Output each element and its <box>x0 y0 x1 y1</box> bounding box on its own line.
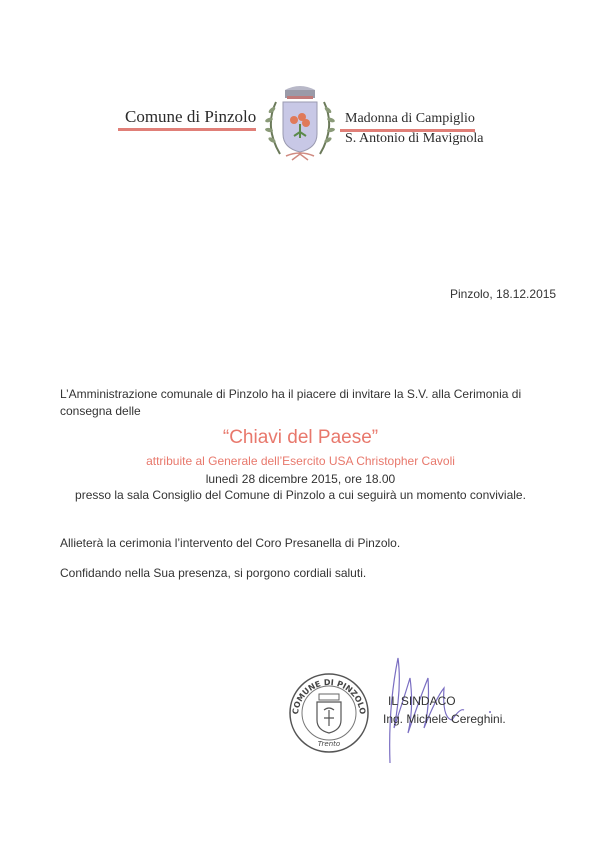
closing-paragraph: Confidando nella Sua presenza, si porgono cordiali saluti. <box>60 566 367 580</box>
signatory-role: IL SINDACO <box>388 694 456 708</box>
seal-bottom-text: Trento <box>317 740 341 748</box>
municipal-seal-icon <box>288 672 370 754</box>
signatory-name: Ing. Michele Cereghini. <box>383 712 506 726</box>
hamlet-name-1: Madonna di Campiglio <box>345 111 475 126</box>
intro-paragraph: L’Amministrazione comunale di Pinzolo ha il piacere di invitare la S.V. alla Cerimonia di consegna delle <box>60 387 522 418</box>
coat-of-arms-icon <box>258 82 342 166</box>
seal-top-text: COMUNE DI PINZOLO <box>290 677 368 715</box>
choir-paragraph: Allieterà la cerimonia l’intervento del Coro Presanella di Pinzolo. <box>60 536 401 550</box>
municipality-name: Comune di Pinzolo <box>125 107 257 126</box>
event-subtitle: attribuite al Generale dell’Esercito USA Christopher Cavoli <box>146 454 455 468</box>
event-title: “Chiavi del Paese” <box>222 427 379 448</box>
place-date: Pinzolo, 18.12.2015 <box>450 287 557 301</box>
event-location: presso la sala Consiglio del Comune di Pinzolo a cui seguirà un momento conviviale. <box>75 488 526 502</box>
event-datetime: lunedì 28 dicembre 2015, ore 18.00 <box>205 472 396 486</box>
hamlet-name-2: S. Antonio di Mavignola <box>345 131 484 146</box>
header-underline-left <box>118 128 256 131</box>
